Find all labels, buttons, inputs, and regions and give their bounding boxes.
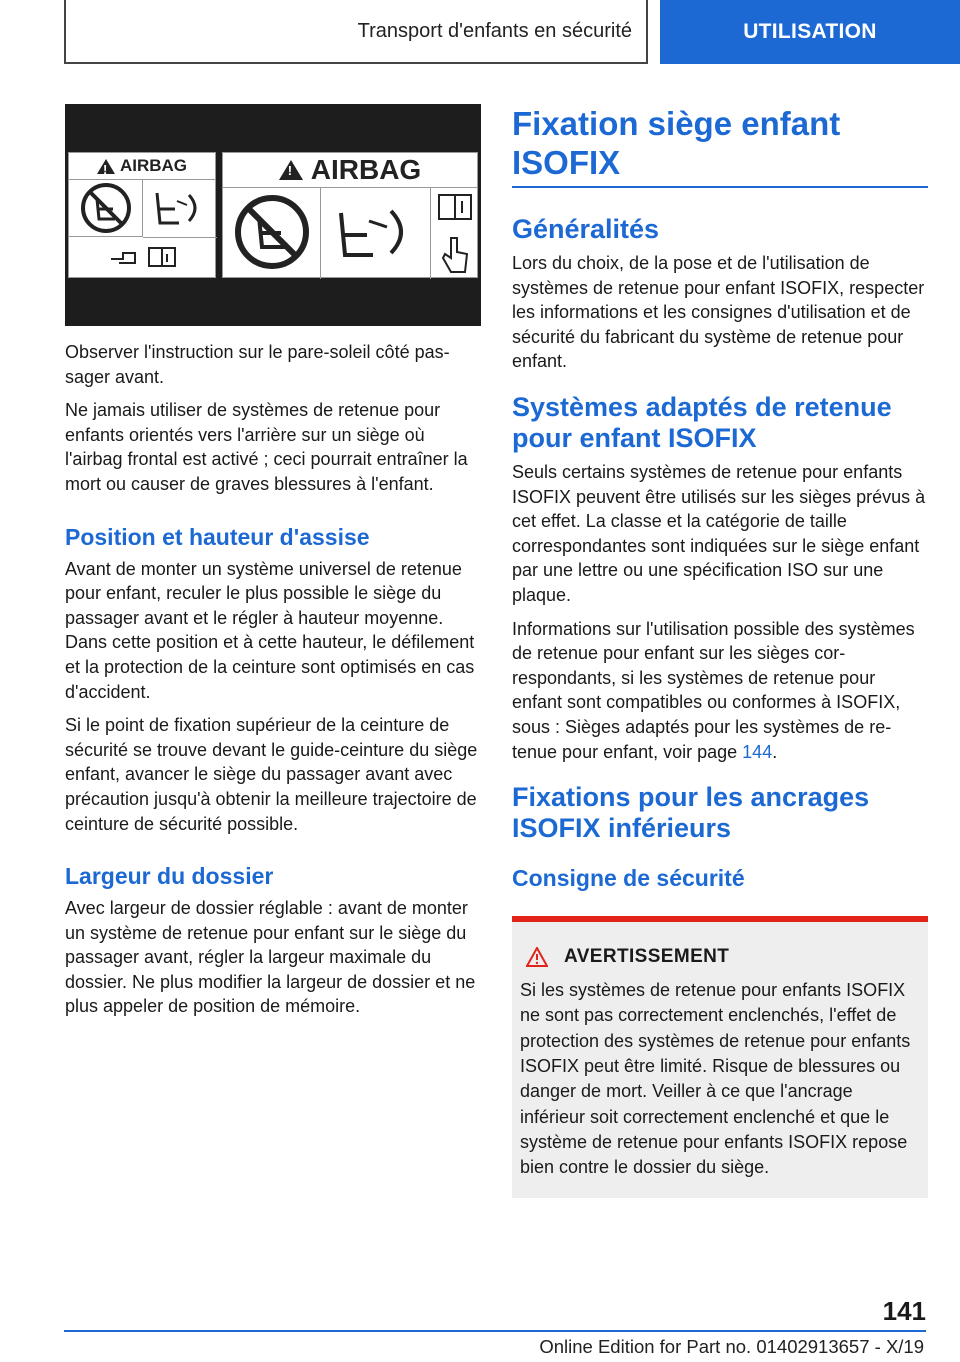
paragraph-systemes: Seuls certains systèmes de retenue pour enfants ISOFIX peuvent être utilisés sur les sièges prévus à cet effet. La classe et la catégorie de taille correspondantes sont indiquées sur le siège enfant par une lettre ou une spécification ISO sur une plaque. — [512, 461, 926, 605]
paragraph-compatibility — [512, 617, 928, 765]
paragraph-compatibility-end: . — [772, 741, 778, 762]
manual-icon — [147, 246, 177, 268]
right-column — [512, 104, 928, 1198]
airbag-label-small — [68, 152, 216, 278]
warning-header — [520, 946, 920, 968]
warning-box — [512, 916, 928, 1198]
footer-divider — [64, 1330, 926, 1332]
chapter-tab[interactable]: UTILISATION — [660, 0, 960, 64]
warning-triangle-icon — [97, 159, 115, 174]
airbag-seat-icon — [321, 187, 431, 277]
warning-triangle-icon — [279, 160, 303, 180]
airbag-label-small-text: AIRBAG — [119, 156, 188, 175]
no-rear-facing-seat-icon — [223, 187, 321, 277]
no-rear-facing-seat-icon — [69, 179, 143, 237]
heading-fixations: Fixations pour les ancrages ISOFIX inférieurs — [512, 782, 870, 844]
paragraph-belt-anchor: Si le point de fixation supérieur de la ceinture de sécurité se trouve devant le guide-ceinture du siège enfant, avancer le siège du passager avant avec précaution jusqu'à obtenir la meilleure trajectoire de ceinture de sécurité possible. — [65, 715, 478, 834]
heading-generalites: Généralités — [512, 214, 660, 244]
paragraph-rear-facing-warning: Ne jamais utiliser de systèmes de retenue pour enfants orientés vers l'arrière sur un siège où l'airbag frontal est activé ; ceci pourrait entraîner la mort ou causer de graves blessures à l'enfant. — [65, 400, 468, 494]
airbag-seat-icon — [143, 179, 217, 237]
left-column — [65, 104, 481, 1028]
warning-title: AVERTISSEMENT — [564, 946, 730, 968]
paragraph-position: Avant de monter un système universel de retenue pour enfant, reculer le plus possible le siège du passager avant et le régler à hauteur moyenne. Dans cette position et à cette hauteur, le défilement et la protection de la ceinture sont optimisés en cas d'accident. — [65, 558, 475, 702]
heading-largeur-dossier: Largeur du dossier — [65, 863, 274, 890]
page-number: 141 — [882, 1296, 926, 1326]
paragraph-sunvisor: Observer l'instruction sur le pare-soleil côté passager avant. — [65, 342, 450, 387]
page-reference-link[interactable]: 144 — [742, 741, 773, 762]
heading-position-hauteur: Position et hauteur d'assise — [65, 523, 370, 550]
airbag-label-large — [222, 152, 478, 278]
section-title: Transport d'enfants en sécurité — [64, 0, 648, 64]
paragraph-compatibility-text: Informations sur l'utilisation possible des systèmes de retenue pour enfant sur les sièges correspondants, si les systèmes de retenue pour enfant sont compatibles ou conformes à ISOFIX, sous : Sièges adaptés pour les systèmes de retenue pour enfant, voir page — [512, 618, 915, 762]
paragraph-backrest-width: Avec largeur de dossier réglable : avant de monter un système de retenue pour enfant sur le siège du passager avant, régler la largeur maximale du dossier. Ne plus modifier la largeur de dossier et ne plus appeler de position de mémoire. — [65, 898, 476, 1017]
heading-consigne: Consigne de sécurité — [512, 865, 745, 892]
heading-systemes-adaptes: Systèmes adaptés de retenue pour enfant ISOFIX — [512, 391, 892, 453]
hand-pointer-icon — [109, 247, 139, 267]
hand-pointer-icon — [431, 232, 479, 280]
airbag-label-large-text: AIRBAG — [310, 154, 422, 185]
warning-text: Si les systèmes de retenue pour enfants ISOFIX ne sont pas correctement enclenchés, l'effet de protection des systèmes de retenue pour enfants ISOFIX peut être limité. Risque de blessures ou danger de mort. Veiller à ce que l'ancrage inférieur soit correctement enclenché et que le système de retenue pour enfants ISOFIX repose bien contre le dossier du siège. — [520, 980, 911, 1178]
warning-triangle-icon — [526, 947, 548, 967]
manual-icon — [431, 187, 479, 227]
airbag-warning-figure — [65, 104, 481, 326]
paragraph-generalites: Lors du choix, de la pose et de l'utilisation de systèmes de retenue pour enfant ISOFIX, respecter les informations et les consignes d'utilisation et de sécurité du fabricant du système de retenue pour enfant. — [512, 253, 925, 372]
edition-text: Online Edition for Part no. 01402913657 - X/19 — [539, 1336, 924, 1357]
heading-isofix: Fixation siège enfant ISOFIX — [512, 104, 928, 188]
